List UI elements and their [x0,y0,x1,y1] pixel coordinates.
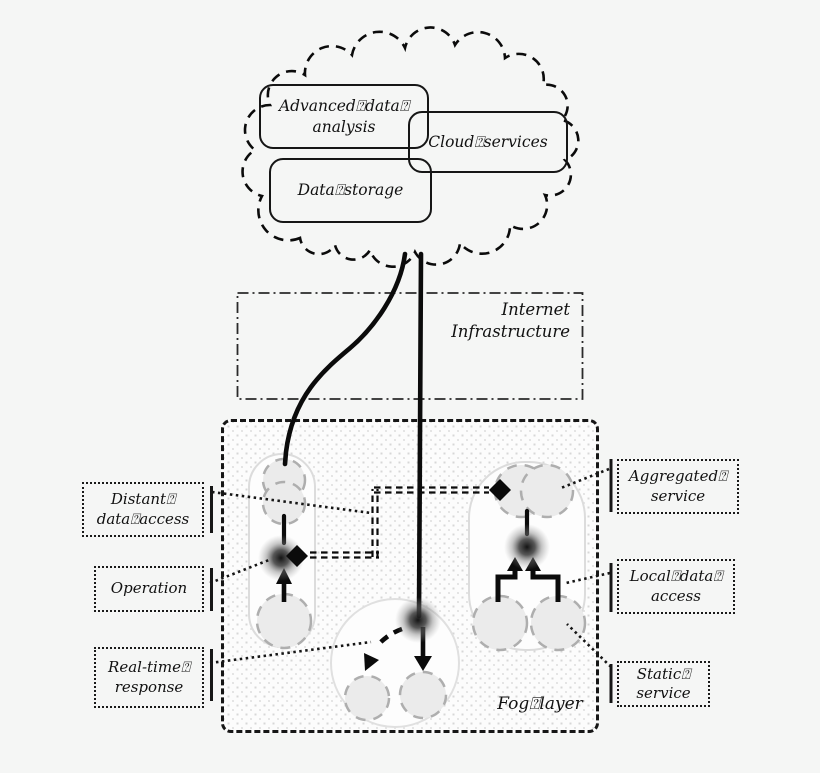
note-local-data-access [617,559,735,614]
resource-circle [521,465,573,517]
cloud-box-cloud-services [408,111,568,173]
note-aggregated-service [617,459,739,514]
note-line: Static⍰ [636,664,691,683]
double-dashed-link [310,488,489,558]
cloud-link-curved [285,254,405,464]
note-line: service [636,684,691,702]
note-line: data⍰access [96,509,190,528]
resource-circle [345,676,389,720]
cloud-box-label: analysis [312,117,376,136]
cloud-box-label: Data⍰storage [297,181,404,200]
cloud-box-label: Advanced⍰data⍰ [278,97,410,116]
cloud-box-advanced-data-analysis [259,84,429,149]
cloud-box-data-storage [269,158,432,223]
note-line: Operation [110,579,188,598]
processing-node-blob [504,524,550,570]
note-line: Local⍰data⍰ [629,567,723,585]
resource-circle [473,596,527,650]
fog-layer-label [492,694,588,714]
note-real-time-response [94,647,204,708]
note-static-service [617,661,710,707]
note-distant-data-access [82,482,204,537]
resource-circle [257,594,311,648]
processing-node-blob [395,597,441,643]
note-line: Real-time⍰ [108,658,190,676]
note-line: Aggregated⍰ [628,467,728,485]
note-line: access [650,586,702,605]
resource-circle [531,596,585,650]
cloud-box-label: Cloud⍰services [428,132,548,151]
note-line: response [114,677,184,696]
internet-label-line: Infrastructure [451,322,570,342]
internet-label-line: Internet [501,300,570,319]
fog-layer-label-text: Fog⍰layer [497,694,583,714]
note-line: Distant⍰ [110,490,176,508]
note-line: service [650,486,706,505]
resource-circle [400,672,446,718]
internet-infrastructure-label [418,299,570,344]
note-operation [94,566,204,612]
